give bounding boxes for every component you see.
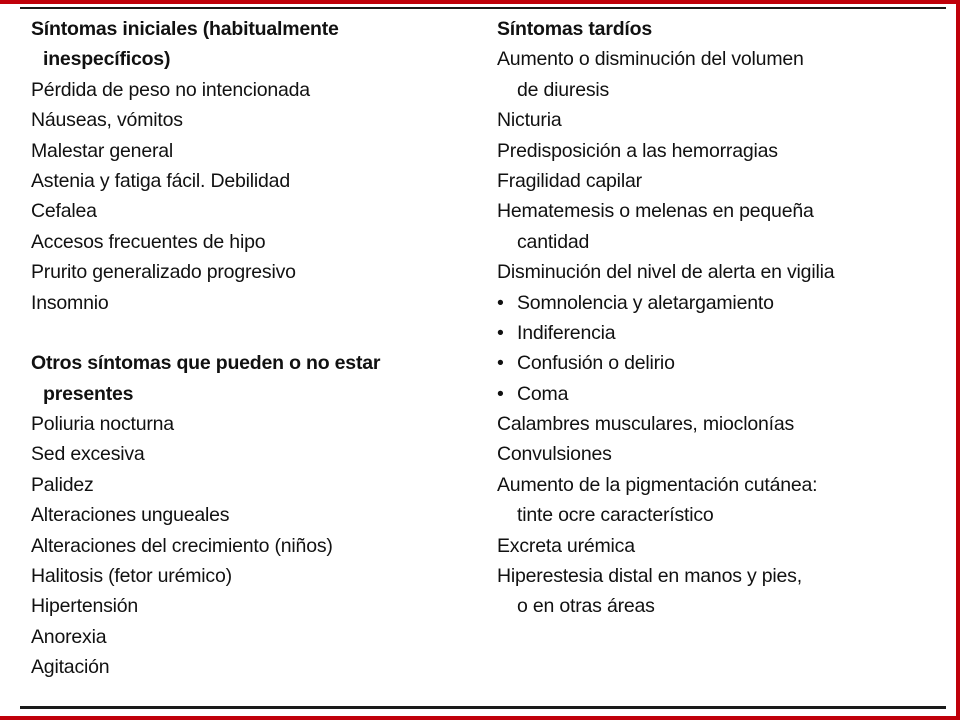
- list-item: Cefalea: [31, 200, 97, 223]
- list-item: Hiperestesia distal en manos y pies,: [497, 565, 802, 588]
- list-item: Agitación: [31, 656, 110, 679]
- list-item: Excreta urémica: [497, 534, 635, 557]
- bullet-icon: •: [497, 382, 504, 405]
- table-top-rule: [20, 7, 946, 9]
- list-item: Prurito generalizado progresivo: [31, 261, 296, 284]
- list-item: Nicturia: [497, 109, 562, 132]
- list-item: Convulsiones: [497, 443, 612, 466]
- list-item: Predisposición a las hemorragias: [497, 139, 778, 162]
- bullet-item: [497, 318, 937, 348]
- bullet-text: Somnolencia y aletargamiento: [517, 291, 774, 314]
- bullet-text: Coma: [517, 382, 569, 405]
- right-column: [497, 14, 937, 622]
- list-item: Sed excesiva: [31, 443, 145, 466]
- list-item: Astenia y fatiga fácil. Debilidad: [31, 169, 290, 192]
- list-item: Alteraciones ungueales: [31, 504, 230, 527]
- list-item: Náuseas, vómitos: [31, 109, 183, 132]
- list-item: Poliuria nocturna: [31, 413, 174, 436]
- list-item: Anorexia: [31, 625, 107, 648]
- list-item: Fragilidad capilar: [497, 169, 642, 192]
- list-item-continued: de diuresis: [517, 78, 610, 101]
- list-item: Disminución del nivel de alerta en vigilia: [497, 261, 835, 284]
- list-item: Hematemesis o melenas en pequeña: [497, 200, 814, 223]
- list-item: Aumento o disminución del volumen: [497, 48, 804, 71]
- list-item-continued: o en otras áreas: [517, 595, 655, 618]
- bullet-text: Indiferencia: [517, 321, 616, 344]
- list-item: Insomnio: [31, 291, 109, 314]
- list-item: Calambres musculares, mioclonías: [497, 413, 795, 436]
- list-item-continued: tinte ocre característico: [517, 504, 714, 527]
- list-item: Pérdida de peso no intencionada: [31, 78, 310, 101]
- list-item: Hipertensión: [31, 595, 139, 618]
- bullet-item: [497, 348, 937, 378]
- late-symptoms-heading: Síntomas tardíos: [497, 18, 652, 40]
- bullet-icon: •: [497, 321, 504, 344]
- bullet-text: Confusión o delirio: [517, 352, 675, 375]
- list-item: Palidez: [31, 473, 94, 496]
- other-symptoms-heading-continued: presentes: [43, 382, 134, 405]
- initial-symptoms-heading: Síntomas iniciales (habitualmente: [31, 18, 339, 40]
- list-item: Accesos frecuentes de hipo: [31, 230, 266, 253]
- table-bottom-rule: [20, 706, 946, 709]
- other-symptoms-heading: Otros síntomas que pueden o no estar: [31, 352, 381, 375]
- section-gap: [31, 318, 471, 348]
- list-item: Alteraciones del crecimiento (niños): [31, 534, 333, 557]
- list-item-continued: cantidad: [517, 230, 590, 253]
- bullet-item: [497, 379, 937, 409]
- initial-symptoms-heading-continued: inespecíficos): [43, 48, 171, 71]
- bullet-icon: •: [497, 352, 504, 375]
- list-item: Aumento de la pigmentación cutánea:: [497, 473, 818, 496]
- bullet-item: [497, 288, 937, 318]
- bullet-icon: •: [497, 291, 504, 314]
- list-item: Halitosis (fetor urémico): [31, 565, 232, 588]
- left-column: [31, 14, 471, 683]
- list-item: Malestar general: [31, 139, 174, 162]
